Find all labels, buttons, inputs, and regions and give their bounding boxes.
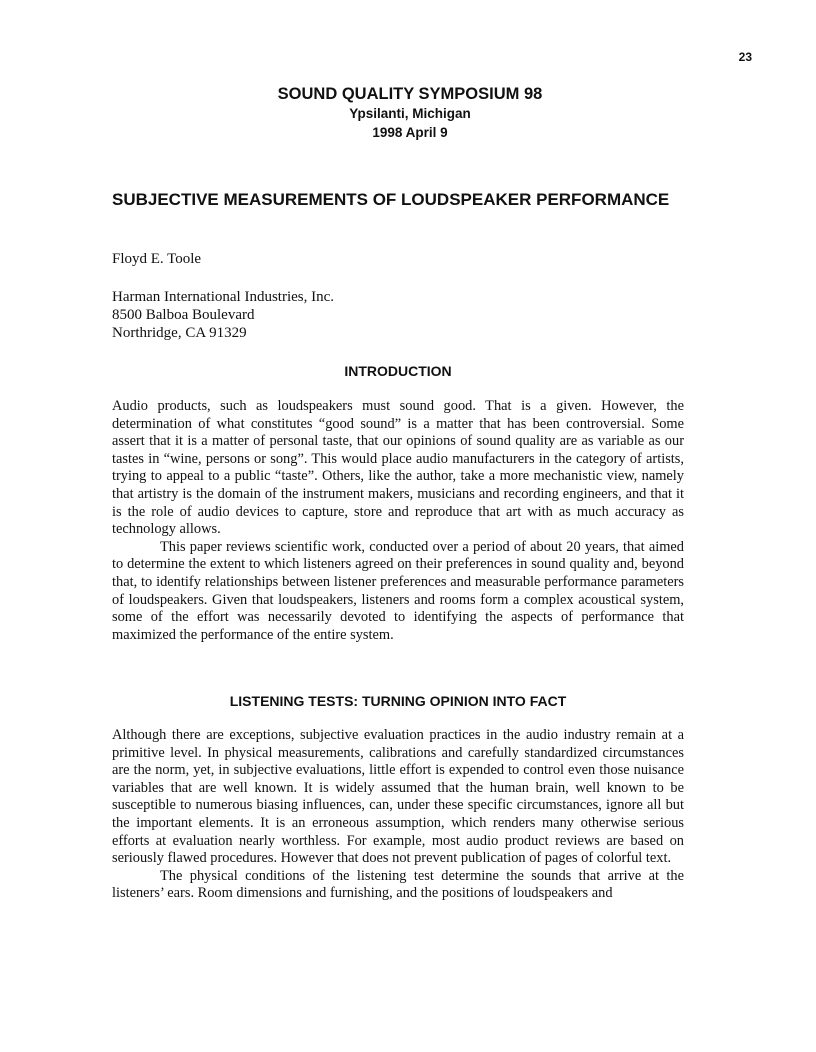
paragraph: Audio products, such as loudspeakers must sound good. That is a given. However, the determination of what constitutes “good sound” is a matter that has been controversial. Some assert that it is a matter of personal taste, that our opinions of sound quality are as variable as our tastes in “wine, persons or song”. This would place audio manufacturers in the category of artists, trying to appeal to a public “taste”. Others, like the author, take a more mechanistic view, namely that artistry is the domain of the instrument makers, musicians and recording engineers, and that it is the role of audio devices to capture, store and reproduce that art with as much accuracy as technology allows. <box>112 398 684 538</box>
paragraph: This paper reviews scientific work, conducted over a period of about 20 years, that aimed to determine the extent to which listeners agreed on their preferences in sound quality and, beyond that, to identify relationships between listener preferences and measurable performance parameters of loudspeakers. Given that loudspeakers, listeners and rooms form a complex acoustical system, some of the effort was necessarily devoted to identifying the aspects of performance that maximized the performance of the entire system. <box>112 538 684 643</box>
affiliation-street: 8500 Balboa Boulevard <box>112 307 255 323</box>
listening-tests-body <box>112 727 684 903</box>
paragraph: The physical conditions of the listening test determine the sounds that arrive at the listeners’ ears. Room dimensions and furnishing, and the positions of loudspeakers and <box>112 867 684 902</box>
section-heading-listening-tests: LISTENING TESTS: TURNING OPINION INTO FACT <box>229 693 567 709</box>
symposium-header <box>0 84 816 142</box>
paper-title: SUBJECTIVE MEASUREMENTS OF LOUDSPEAKER PERFORMANCE <box>112 190 670 209</box>
paragraph: Although there are exceptions, subjective evaluation practices in the audio industry remain at a primitive level. In physical measurements, calibrations and carefully standardized circumstances are the norm, yet, in subjective evaluations, little effort is expended to control even those nuisance variables that are well known. It is widely assumed that the human brain, well known to be susceptible to numerous biasing influences, can, under these specific circumstances, ignore all but the important elements. It is an erroneous assumption, which renders many otherwise serious efforts at evaluation nearly worthless. For example, most audio product reviews are based on seriously flawed procedures. However that does not prevent publication of pages of colorful text. <box>112 727 684 867</box>
author-affiliation <box>112 288 334 342</box>
symposium-location: Ypsilanti, Michigan <box>349 106 471 121</box>
author-name: Floyd E. Toole <box>112 251 202 267</box>
introduction-body <box>112 398 684 644</box>
symposium-title: SOUND QUALITY SYMPOSIUM 98 <box>277 85 543 103</box>
page-number: 23 <box>738 50 752 64</box>
symposium-date: 1998 April 9 <box>372 125 448 140</box>
section-heading-introduction: INTRODUCTION <box>344 363 452 379</box>
affiliation-city: Northridge, CA 91329 <box>112 325 247 341</box>
affiliation-organization: Harman International Industries, Inc. <box>112 289 335 305</box>
